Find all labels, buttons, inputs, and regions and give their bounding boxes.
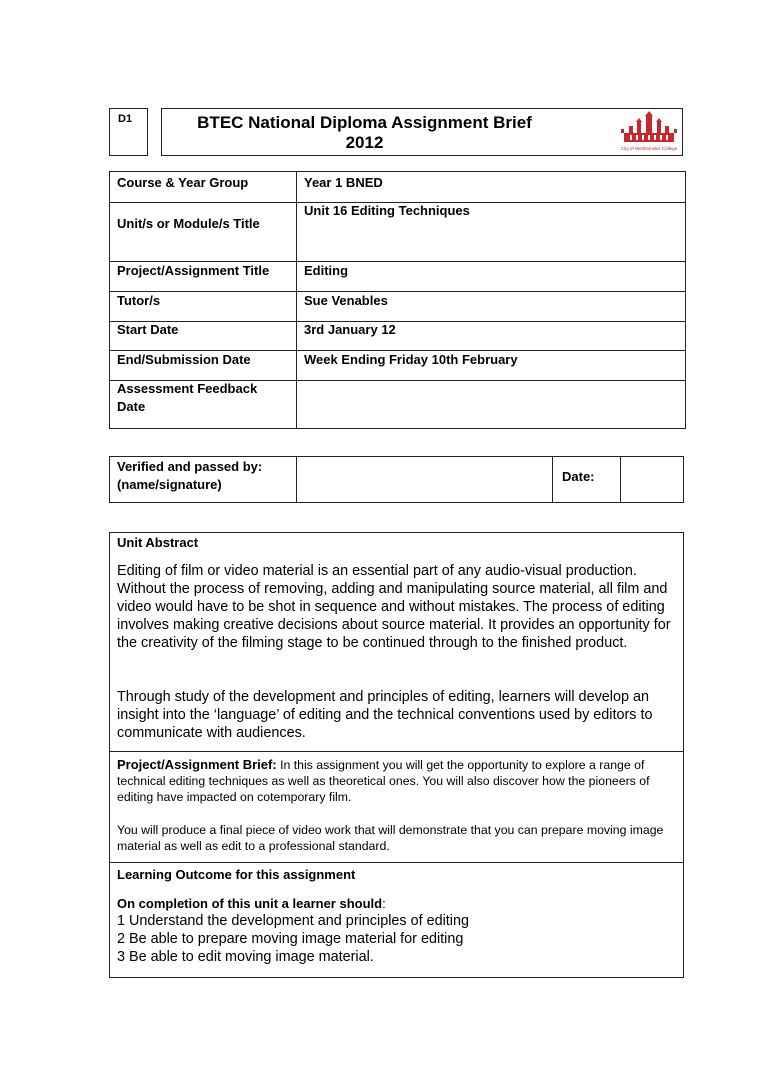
header-title-cell xyxy=(161,108,683,156)
document-title xyxy=(162,113,567,153)
outcome-item: 1 Understand the development and principles of editing xyxy=(117,913,470,929)
logo-text: City of Westminster College xyxy=(620,146,678,151)
feedback-label-line2: Date xyxy=(117,399,146,414)
project-value: Editing xyxy=(304,263,349,278)
tutor-value: Sue Venables xyxy=(304,293,388,308)
learning-outcomes-intro-label: On completion of this unit a learner should xyxy=(117,896,383,911)
project-label: Project/Assignment Title xyxy=(117,263,270,278)
college-logo xyxy=(618,111,680,153)
verified-label-line2: (name/signature) xyxy=(117,477,222,492)
column-divider xyxy=(296,291,297,321)
column-divider xyxy=(296,172,297,202)
title-line2: 2012 xyxy=(345,133,384,152)
brief-text1 xyxy=(117,757,679,805)
verified-label-line1: Verified and passed by: xyxy=(117,459,263,474)
column-divider xyxy=(296,350,297,380)
unit-value: Unit 16 Editing Techniques xyxy=(304,203,470,218)
outcome-item: 3 Be able to edit moving image material. xyxy=(117,949,374,965)
title-line1: BTEC National Diploma Assignment Brief xyxy=(197,113,532,132)
start-label: Start Date xyxy=(117,322,179,337)
course-row xyxy=(109,171,686,203)
start-value: 3rd January 12 xyxy=(304,322,396,337)
feedback-label-line1: Assessment Feedback xyxy=(117,381,258,396)
unit-abstract-section xyxy=(110,533,683,751)
unit-abstract-heading: Unit Abstract xyxy=(117,535,199,550)
learning-outcomes-section xyxy=(110,862,683,979)
course-value: Year 1 BNED xyxy=(304,175,383,190)
unit-details-box xyxy=(109,532,684,978)
document-code: D1 xyxy=(109,108,147,156)
brief-text: In this assignment you will get the opportunity to explore a range of technical editing techniques as well as theoretical ones. You will also discover how the pioneers of editing have impacted on cotemporary film. xyxy=(117,758,650,804)
end-value: Week Ending Friday 10th February xyxy=(304,352,518,367)
column-divider xyxy=(552,457,553,502)
brief-label: Project/Assignment Brief: xyxy=(117,757,277,772)
unit-abstract-para1: Editing of film or video material is an essential part of any audio-visual production. Without the process of removing, adding and manipulating source material, all film and video would have to be shot in sequence and without mistakes. The process of editing involves making creative decisions about source material. It provides an opportunity for the creativity of the filming stage to be continued through to the finished product. xyxy=(117,563,671,651)
feedback-label xyxy=(117,380,257,416)
tutor-label: Tutor/s xyxy=(117,293,161,308)
end-label: End/Submission Date xyxy=(117,352,251,367)
brief-text2: You will produce a final piece of video work that will demonstrate that you can prepare moving image material as well as edit to a professional standard. xyxy=(117,823,664,853)
unit-row xyxy=(109,201,686,262)
tutor-row xyxy=(109,291,686,322)
start-row xyxy=(109,321,686,351)
header-spacer xyxy=(147,108,161,156)
column-divider xyxy=(296,261,297,291)
column-divider xyxy=(620,457,621,502)
unit-abstract-para2: Through study of the development and principles of editing, learners will develop an insight into the ‘language’ of editing and the technical conventions used by editors to communicate with audiences. xyxy=(117,689,653,741)
project-row xyxy=(109,261,686,292)
outcome-item: 2 Be able to prepare moving image material for editing xyxy=(117,931,464,947)
course-label: Course & Year Group xyxy=(117,175,249,190)
end-row xyxy=(109,350,686,381)
unit-label: Unit/s or Module/s Title xyxy=(117,216,260,231)
column-divider xyxy=(296,201,297,261)
date-label: Date: xyxy=(562,469,595,484)
learning-outcomes-intro-colon: : xyxy=(382,896,386,911)
verified-label xyxy=(117,458,262,494)
brief-section xyxy=(110,751,683,863)
column-divider xyxy=(296,380,297,428)
learning-outcomes-intro xyxy=(117,895,679,913)
verification-row xyxy=(109,456,684,503)
learning-outcomes-heading: Learning Outcome for this assignment xyxy=(117,867,356,882)
feedback-row xyxy=(109,380,686,429)
column-divider xyxy=(296,457,297,502)
column-divider xyxy=(296,321,297,350)
